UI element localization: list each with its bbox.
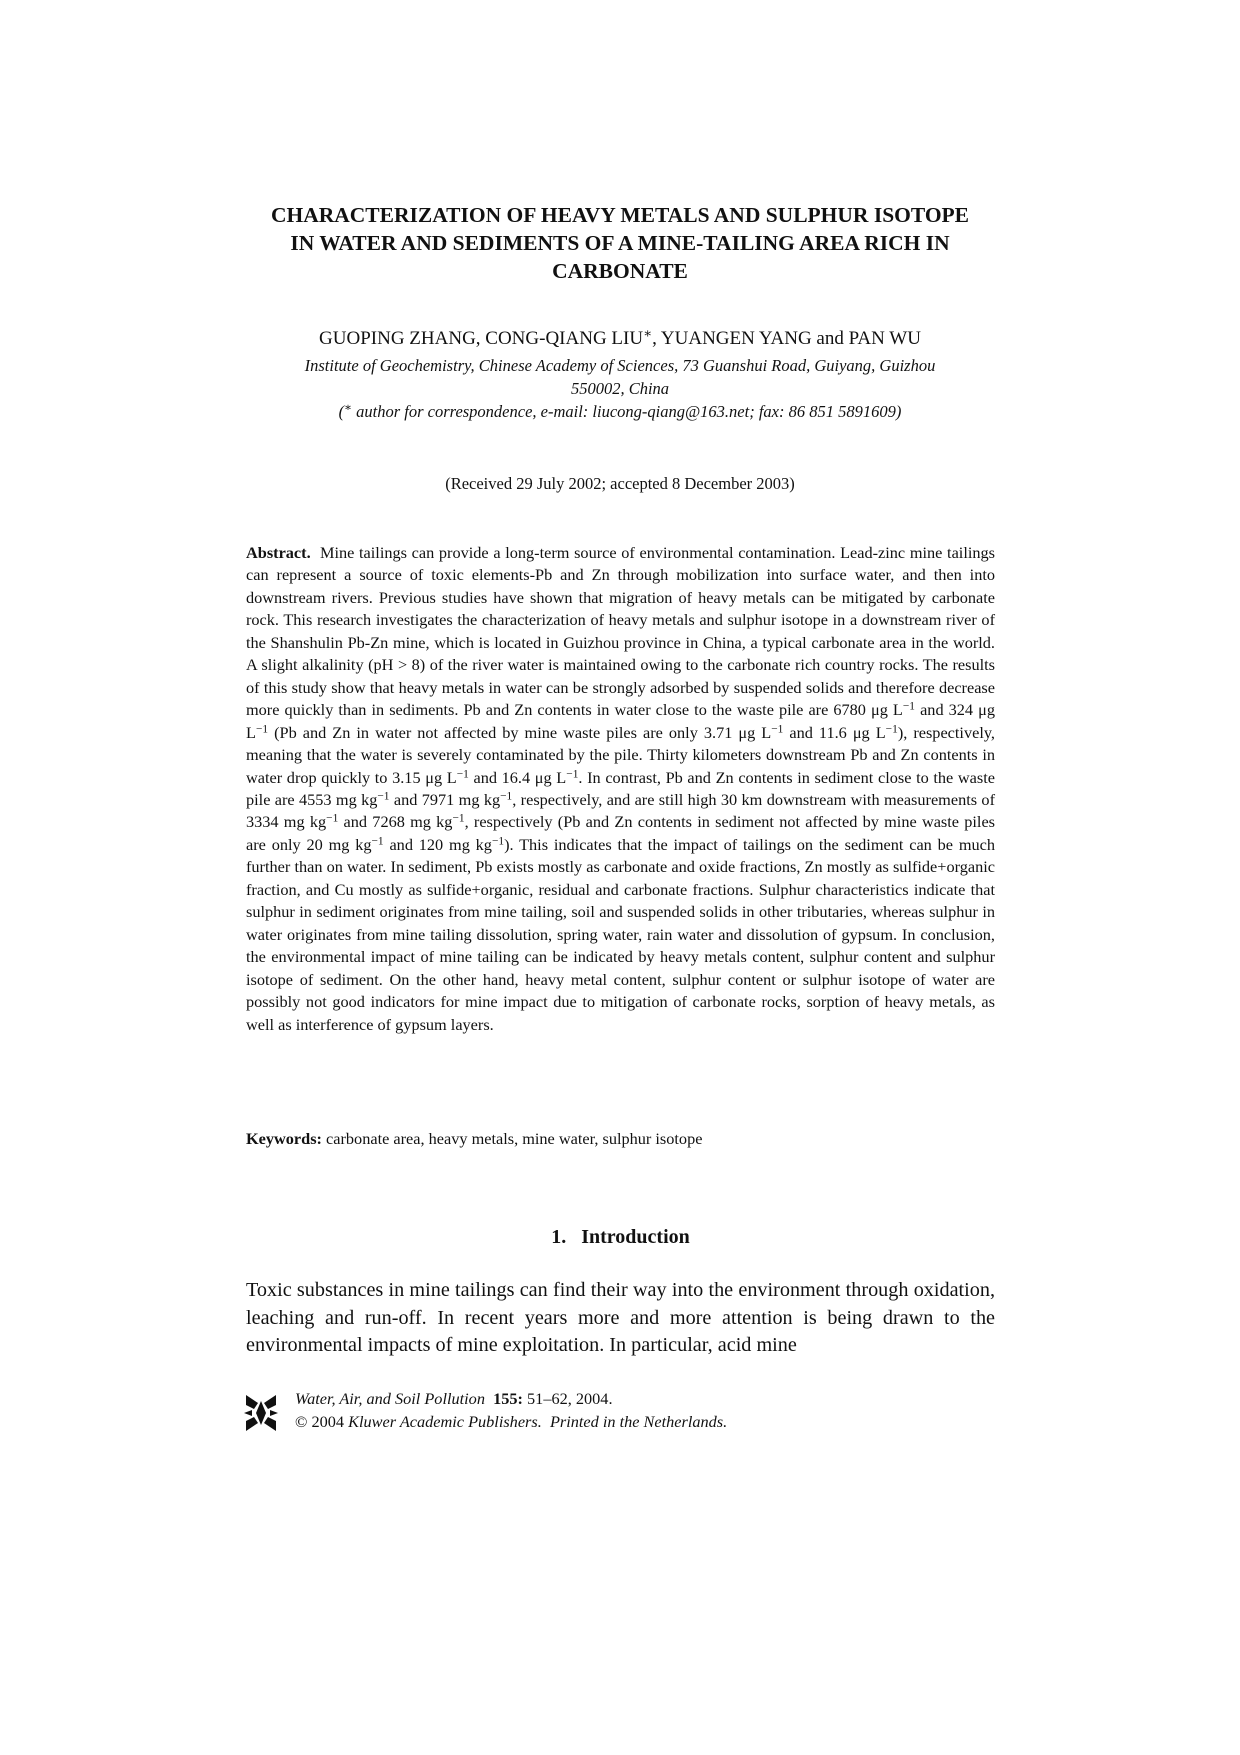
title-line-3: CARBONATE bbox=[552, 259, 688, 283]
author-list bbox=[230, 327, 1010, 351]
abstract-text-10: and 7268 mg kg bbox=[338, 812, 453, 832]
exponent: −1 bbox=[326, 812, 339, 825]
abstract bbox=[246, 542, 995, 1036]
abstract-text-11: , respectively (Pb and Zn contents in sediment not affected by mine waste piles are only 20 mg kg bbox=[246, 812, 996, 854]
keywords-label: Keywords: bbox=[246, 1129, 322, 1148]
received-dates: (Received 29 July 2002; accepted 8 December 2003) bbox=[445, 474, 795, 493]
section-heading-introduction bbox=[246, 1224, 995, 1250]
footer-citation bbox=[295, 1387, 727, 1433]
exponent: −1 bbox=[456, 767, 469, 780]
publisher-logo-icon bbox=[244, 1393, 278, 1433]
abstract-text-3: (Pb and Zn in water not affected by mine waste piles are only 3.71 μg L bbox=[268, 722, 772, 742]
abstract-text-9: , respectively, and are still high 30 km downstream with measurements of 3334 mg kg bbox=[246, 789, 995, 832]
authors-rest: , YUANGEN YANG and PAN WU bbox=[652, 328, 921, 349]
journal-footer bbox=[244, 1387, 944, 1439]
journal-name: Water, Air, and Soil Pollution bbox=[295, 1389, 485, 1408]
section-title: Introduction bbox=[581, 1226, 690, 1248]
abstract-text-13: ). This indicates that the impact of tailings on the sediment can be much further than on water. In sediment, Pb exists mostly as carbonate and oxide fractions, Zn mostly as sulfide+organic fraction, and Cu mostly as sulfide+organic, residual and carbonate fractions. Sulphur characteristics indicate that sulphur in sediment originates from mine tailing, soil and suspended solids in other tributaries, whereas sulphur in water originates from mine tailing dissolution, spring water, rain water and dissolution of gypsum. In conclusion, the environmental impact of mine tailing can be indicated by heavy metals content, sulphur content and sulphur isotope of sediment. On the other hand, heavy metal content, sulphur content or sulphur isotope of water are possibly not good indicators for mine impact due to mitigation of carbonate rocks, sorption of heavy metals, as well as interference of gypsum layers. bbox=[246, 834, 995, 1034]
affiliation bbox=[240, 354, 1000, 400]
copyright-year: © 2004 bbox=[295, 1412, 345, 1431]
abstract-text-5: ), respectively, meaning that the water is severely contaminated by the pile. Thirty kilometers downstream Pb and Zn contents in water drop quickly to 3.15 μg L bbox=[246, 722, 995, 787]
exponent: −1 bbox=[566, 767, 579, 780]
keywords-text: carbonate area, heavy metals, mine water, sulphur isotope bbox=[326, 1129, 703, 1148]
abstract-text-2: and 324 μg L bbox=[246, 700, 995, 742]
affiliation-line-2: 550002, China bbox=[570, 379, 670, 398]
abstract-text-1: Mine tailings can provide a long-term source of environmental contamination. Lead-zinc mine tailings can represent a source of toxic elements-Pb and Zn through mobilization into surface water, and then into downstream rivers. Previous studies have shown that migration of heavy metals can be mitigated by carbonate rock. This research investigates the characterization of heavy metals and sulphur isotope in a downstream river of the Shanshulin Pb-Zn mine, which is located in Guizhou province in China, a typical carbonate area in the world. A slight alkalinity (pH > 8) of the river water is maintained owing to the carbonate rich country rocks. The results of this study show that heavy metals in water can be strongly adsorbed by suspended solids and therefore decrease more quickly than in sediments. Pb and Zn contents in water close to the waste pile are 6780 μg L bbox=[246, 543, 995, 720]
exponent: −1 bbox=[255, 722, 269, 735]
section-number: 1. bbox=[551, 1226, 567, 1248]
abstract-text-6: and 16.4 μg L bbox=[468, 767, 567, 787]
paper-title bbox=[230, 201, 1010, 285]
authors-first: GUOPING ZHANG, CONG-QIANG LIU bbox=[319, 328, 644, 349]
title-line-1: CHARACTERIZATION OF HEAVY METALS AND SULPHUR ISOTOPE bbox=[270, 203, 970, 227]
exponent: −1 bbox=[902, 700, 916, 713]
abstract-text-8: and 7971 mg kg bbox=[389, 789, 501, 809]
journal-volume: 155: bbox=[493, 1389, 523, 1408]
title-line-2: IN WATER AND SEDIMENTS OF A MINE-TAILING AREA RICH IN bbox=[290, 231, 950, 255]
publisher-name: Kluwer Academic Publishers. bbox=[348, 1412, 542, 1431]
abstract-text-7: . In contrast, Pb and Zn contents in sediment close to the waste pile are 4553 mg kg bbox=[246, 767, 995, 809]
introduction-paragraph: Toxic substances in mine tailings can find their way into the environment through oxidation, leaching and run-off. In recent years more and more attention is being drawn to the environmental impacts of mine exploitation. In particular, acid mine bbox=[246, 1279, 995, 1356]
abstract-label: Abstract. bbox=[246, 543, 311, 562]
exponent: −1 bbox=[371, 835, 384, 848]
correspondence-note bbox=[240, 400, 1000, 423]
exponent: −1 bbox=[500, 790, 513, 803]
correspondence-open: ( bbox=[338, 402, 345, 421]
abstract-text-12: and 120 mg kg bbox=[383, 834, 492, 854]
abstract-text-4: and 11.6 μg L bbox=[783, 722, 886, 742]
affiliation-line-1: Institute of Geochemistry, Chinese Academy of Sciences, 73 Guanshui Road, Guiyang, Guizhou bbox=[304, 356, 936, 375]
exponent: −1 bbox=[491, 835, 505, 848]
exponent: −1 bbox=[452, 812, 465, 825]
keywords bbox=[246, 1128, 995, 1150]
printed-in: Printed in the Netherlands. bbox=[549, 1412, 728, 1431]
correspondence-text: author for correspondence, e-mail: liucong-qiang@163.net; fax: 86 851 5891609) bbox=[352, 402, 902, 421]
exponent: −1 bbox=[377, 790, 390, 803]
journal-pages: 51–62, 2004. bbox=[527, 1389, 613, 1408]
exponent: −1 bbox=[885, 722, 898, 735]
correspondence-mark: ∗ bbox=[344, 402, 352, 415]
corresponding-author-mark: ∗ bbox=[643, 325, 653, 341]
exponent: −1 bbox=[771, 722, 784, 735]
